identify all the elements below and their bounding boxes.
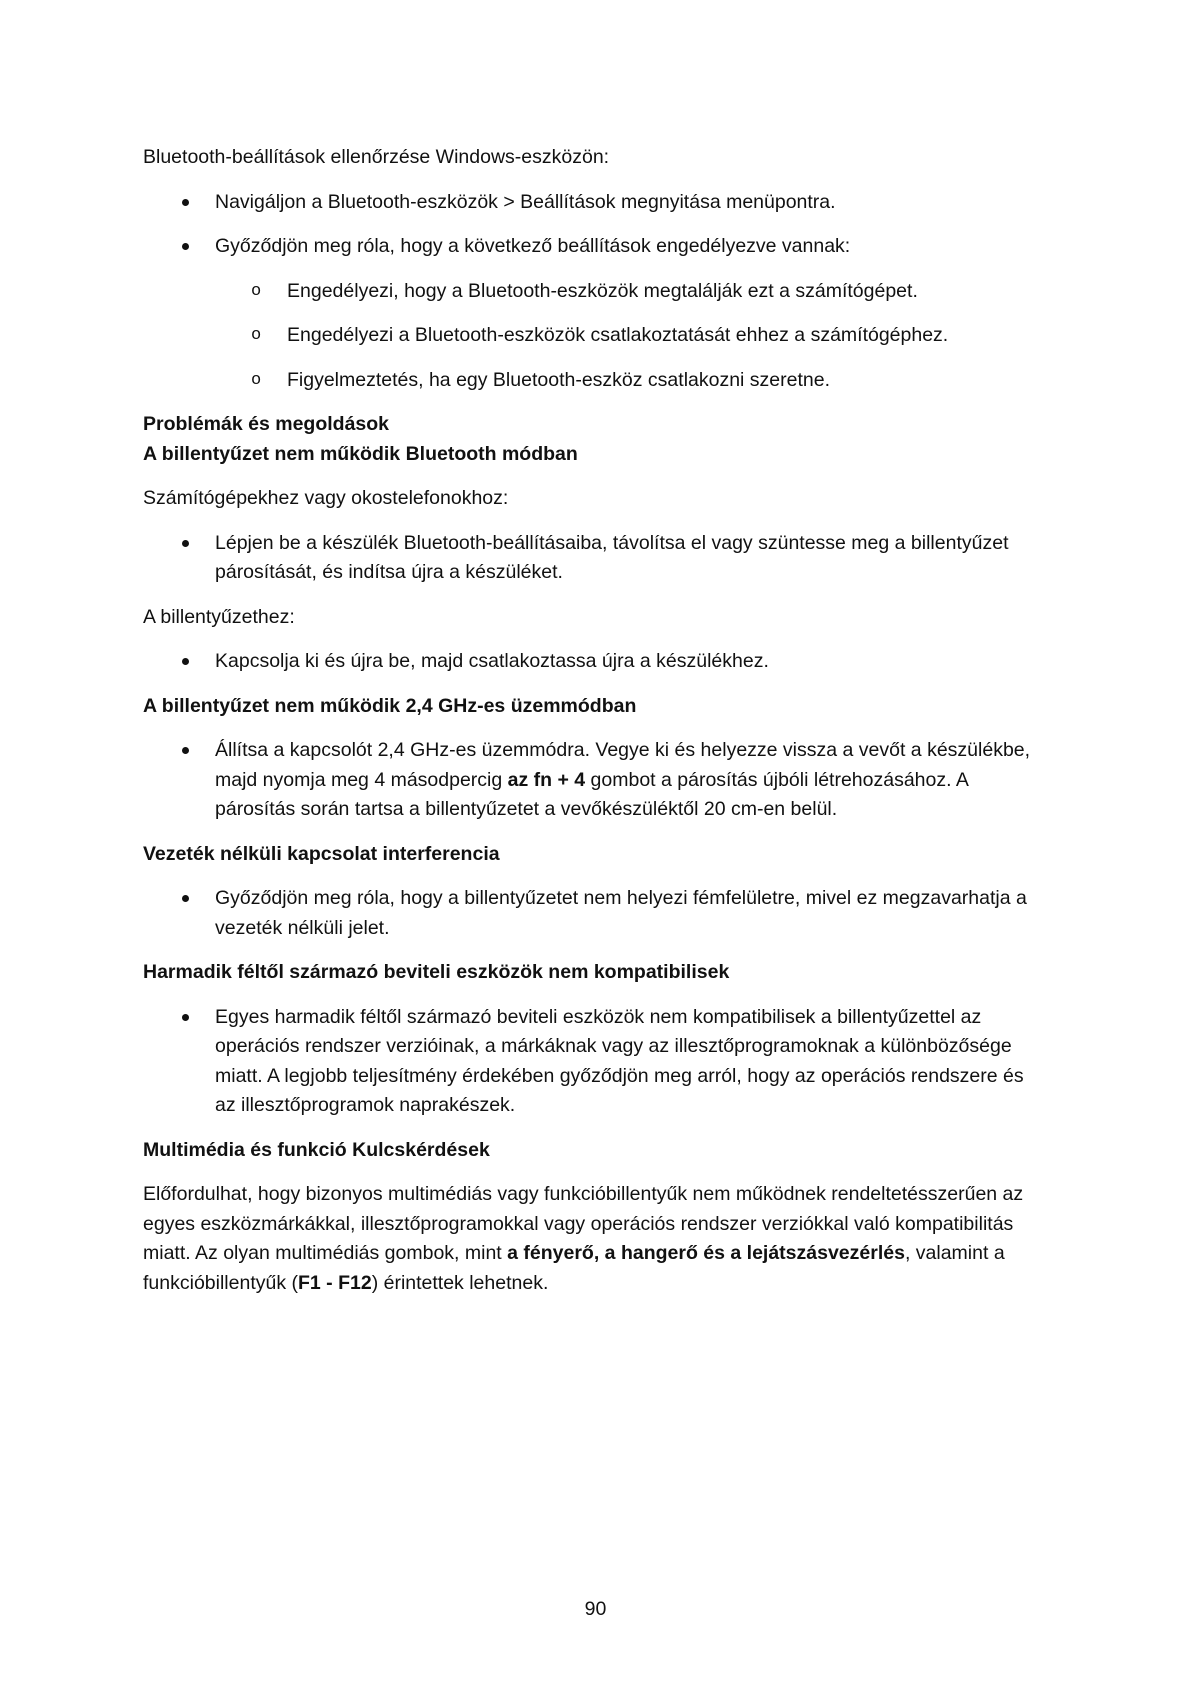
document-page <box>143 143 1048 1313</box>
list-item-text: Egyes harmadik féltől származó beviteli eszközök nem kompatibilisek a billentyűzettel az operációs rendszer verzióinak, a márkáknak vagy az illesztőprogramoknak a különbözősége miatt. A legjobb teljesítmény érdekében győződjön meg arról, hogy az operációs rendszere és az illesztőprogramok naprakészek. <box>215 1005 1024 1116</box>
multimedia-text-part1: Előfordulhat, hogy bizonyos multimédiás vagy funkcióbillentyűk nem működnek rendeltetésszerűen az egyes eszközmárkákkal, illesztőprogramokkal vagy operációs rendszer verziókkal való kompatibilitás miatt. Az olyan multimédiás gombok, mint <box>143 1183 1024 1264</box>
list-item-text <box>215 739 1030 820</box>
list-item-text: Lépjen be a készülék Bluetooth-beállításaiba, távolítsa el vagy szüntesse meg a billentyűzet párosítását, és indítsa újra a készüléket. <box>215 531 1009 583</box>
list-item-text: Győződjön meg róla, hogy a következő beállítások engedélyezve vannak: <box>215 235 851 257</box>
problems-heading: Problémák és megoldások <box>143 413 390 435</box>
list-item <box>143 1003 1048 1121</box>
third-party-heading: Harmadik féltől származó beviteli eszközök nem kompatibilisek <box>143 961 730 983</box>
multimedia-text-part2: , valamint a funkcióbillentyűk ( <box>143 1242 1005 1294</box>
intro-bullet-list <box>143 188 1048 396</box>
ghz-text-part2: gombot a párosítás újbóli létrehozásához. A párosítás során tartsa a billentyűzetet a vevőkészüléktől 20 cm-en belül. <box>215 768 968 820</box>
bullet-icon <box>182 199 189 206</box>
page-number: 90 <box>584 1598 607 1620</box>
keyboard-intro: A billentyűzethez: <box>143 605 295 628</box>
bullet-icon <box>182 895 189 902</box>
bullet-icon <box>182 540 189 547</box>
bullet-icon <box>182 243 189 250</box>
sub-list-item <box>143 277 1048 307</box>
list-item-text: Győződjön meg róla, hogy a billentyűzetet nem helyezi fémfelületre, mivel ez megzavarhatja a vezeték nélküli jelet. <box>215 887 1027 939</box>
bullet-icon <box>182 747 189 754</box>
pc-intro: Számítógépekhez vagy okostelefonokhoz: <box>143 487 509 509</box>
third-party-bullet-list <box>143 1003 1048 1121</box>
list-item-text: Kapcsolja ki és újra be, majd csatlakoztassa újra a készülékhez. <box>215 650 769 672</box>
intro-paragraph: Bluetooth-beállítások ellenőrzése Windows-eszközön: <box>143 146 610 168</box>
ghz-key-combo: az fn + 4 <box>507 768 586 791</box>
keyboard-bullet-list <box>143 647 1048 677</box>
multimedia-keys-bold: a fényerő, a hangerő és a lejátszásvezérlés <box>507 1242 905 1264</box>
settings-sub-list <box>215 277 1048 396</box>
sub-list-item <box>143 321 1048 351</box>
sub-list-item-text: Engedélyezi, hogy a Bluetooth-eszközök megtalálják ezt a számítógépet. <box>287 279 918 302</box>
sub-list-item <box>143 366 1048 396</box>
function-keys-bold: F1 - F12 <box>298 1271 372 1294</box>
wireless-bullet-list <box>143 884 1048 943</box>
sub-list-item-text: Engedélyezi a Bluetooth-eszközök csatlakoztatását ehhez a számítógéphez. <box>287 324 949 346</box>
circle-bullet-icon: o <box>251 326 262 345</box>
ghz-issue-heading: A billentyűzet nem működik 2,4 GHz-es üzemmódban <box>143 694 637 717</box>
circle-bullet-icon: o <box>251 281 262 301</box>
pc-bullet-list <box>143 529 1048 588</box>
ghz-text-part1: Állítsa a kapcsolót 2,4 GHz-es üzemmódra. Vegye ki és helyezze vissza a vevőt a készülékbe, majd nyomja meg 4 másodpercig <box>215 739 1031 791</box>
list-item <box>143 529 1048 588</box>
list-item <box>143 188 1048 218</box>
circle-bullet-icon: o <box>251 370 262 390</box>
sub-list-item-text: Figyelmeztetés, ha egy Bluetooth-eszköz csatlakozni szeretne. <box>287 368 831 391</box>
multimedia-text-part3: ) érintettek lehetnek. <box>371 1271 549 1294</box>
list-item <box>143 647 1048 677</box>
list-item-text: Navigáljon a Bluetooth-eszközök > Beállítások megnyitása menüpontra. <box>215 190 836 213</box>
ghz-bullet-list <box>143 736 1048 825</box>
wireless-interference-heading: Vezeték nélküli kapcsolat interferencia <box>143 842 500 865</box>
bullet-icon <box>182 1014 189 1021</box>
multimedia-paragraph <box>143 1180 1048 1298</box>
bluetooth-issue-heading: A billentyűzet nem működik Bluetooth módban <box>143 442 578 465</box>
multimedia-heading: Multimédia és funkció Kulcskérdések <box>143 1138 490 1161</box>
list-item <box>143 884 1048 943</box>
bullet-icon <box>182 658 189 665</box>
list-item <box>143 232 1048 395</box>
list-item <box>143 736 1048 825</box>
